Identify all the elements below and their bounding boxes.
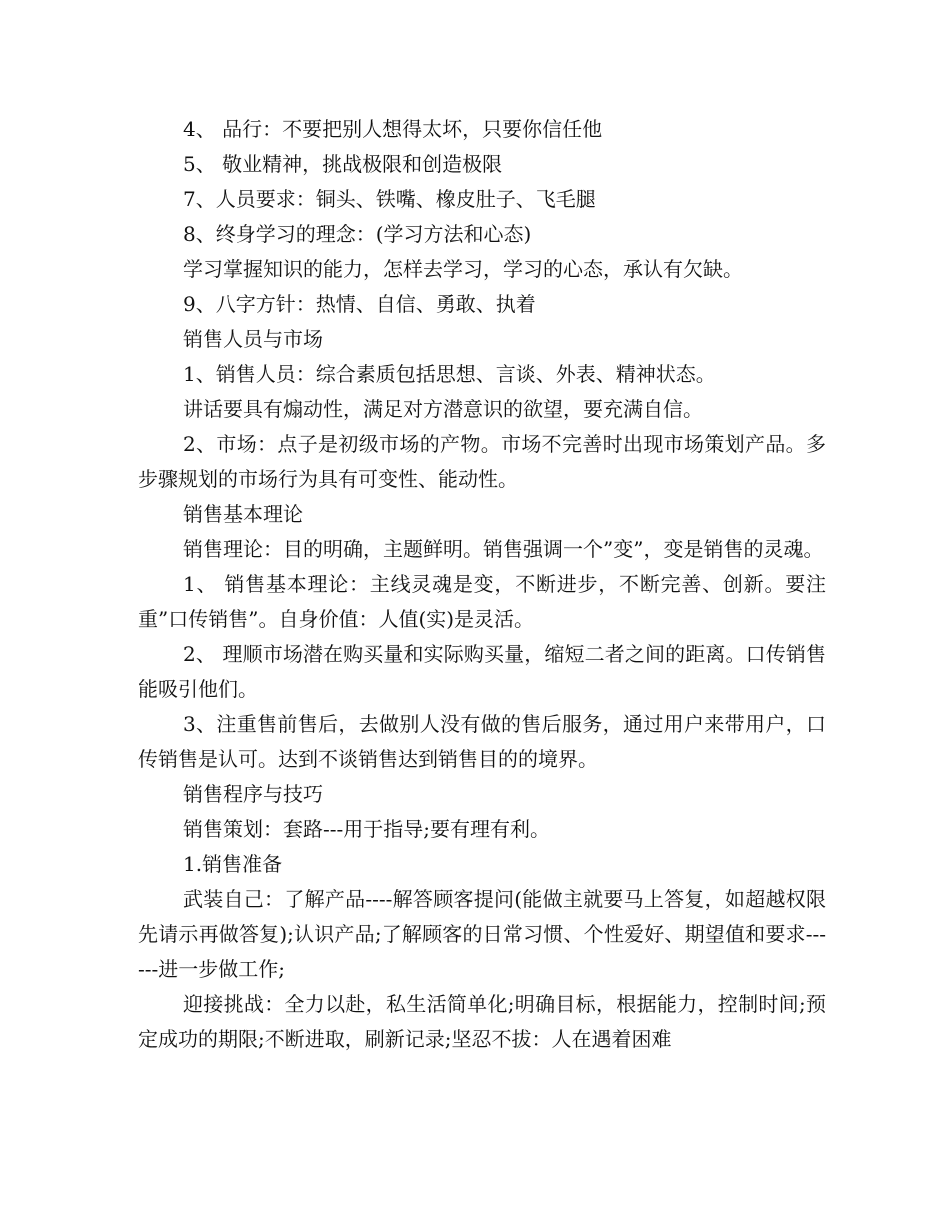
document-body	[138, 112, 826, 1057]
paragraph: 学习掌握知识的能力，怎样去学习，学习的心态，承认有欠缺。	[183, 257, 743, 281]
paragraph: 5、 敬业精神，挑战极限和创造极限	[183, 152, 503, 176]
paragraph: 8、终身学习的理念：(学习方法和心态)	[183, 222, 532, 246]
paragraph: 销售策划：套路---用于指导;要有理有利。	[183, 817, 551, 841]
paragraph: 讲话要具有煽动性，满足对方潜意识的欲望，要充满自信。	[183, 397, 703, 421]
section-heading: 销售基本理论	[183, 502, 303, 526]
paragraph: 3、注重售前售后，去做别人没有做的售后服务，通过用户来带用户，口传销售是认可。达到不谈销售达到销售目的的境界。	[138, 712, 826, 771]
paragraph: 2、市场：点子是初级市场的产物。市场不完善时出现市场策划产品。多步骤规划的市场行为具有可变性、能动性。	[138, 432, 826, 491]
section-heading: 销售程序与技巧	[183, 782, 323, 806]
paragraph: 1、 销售基本理论：主线灵魂是变，不断进步，不断完善、创新。要注重”口传销售”。自身价值：人值(实)是灵活。	[138, 572, 826, 631]
section-heading: 销售人员与市场	[183, 327, 323, 351]
paragraph: 迎接挑战：全力以赴，私生活简单化;明确目标，根据能力，控制时间;预定成功的期限;不断进取，刷新记录;坚忍不拔：人在遇着困难	[138, 992, 826, 1051]
paragraph: 4、 品行：不要把别人想得太坏，只要你信任他	[183, 117, 603, 141]
paragraph: 7、人员要求：铜头、铁嘴、橡皮肚子、飞毛腿	[183, 187, 596, 211]
paragraph: 销售理论：目的明确，主题鲜明。销售强调一个”变”，变是销售的灵魂。	[183, 537, 824, 561]
paragraph: 2、 理顺市场潜在购买量和实际购买量，缩短二者之间的距离。口传销售能吸引他们。	[138, 642, 826, 701]
subsection-heading: 1.销售准备	[183, 852, 283, 876]
paragraph: 武装自己：了解产品----解答顾客提问(能做主就要马上答复，如超越权限先请示再做答复);认识产品;了解顾客的日常习惯、个性爱好、期望值和要求------进一步做工作;	[138, 887, 826, 981]
paragraph: 9、八字方针：热情、自信、勇敢、执着	[183, 292, 536, 316]
paragraph: 1、销售人员：综合素质包括思想、言谈、外表、精神状态。	[183, 362, 716, 386]
